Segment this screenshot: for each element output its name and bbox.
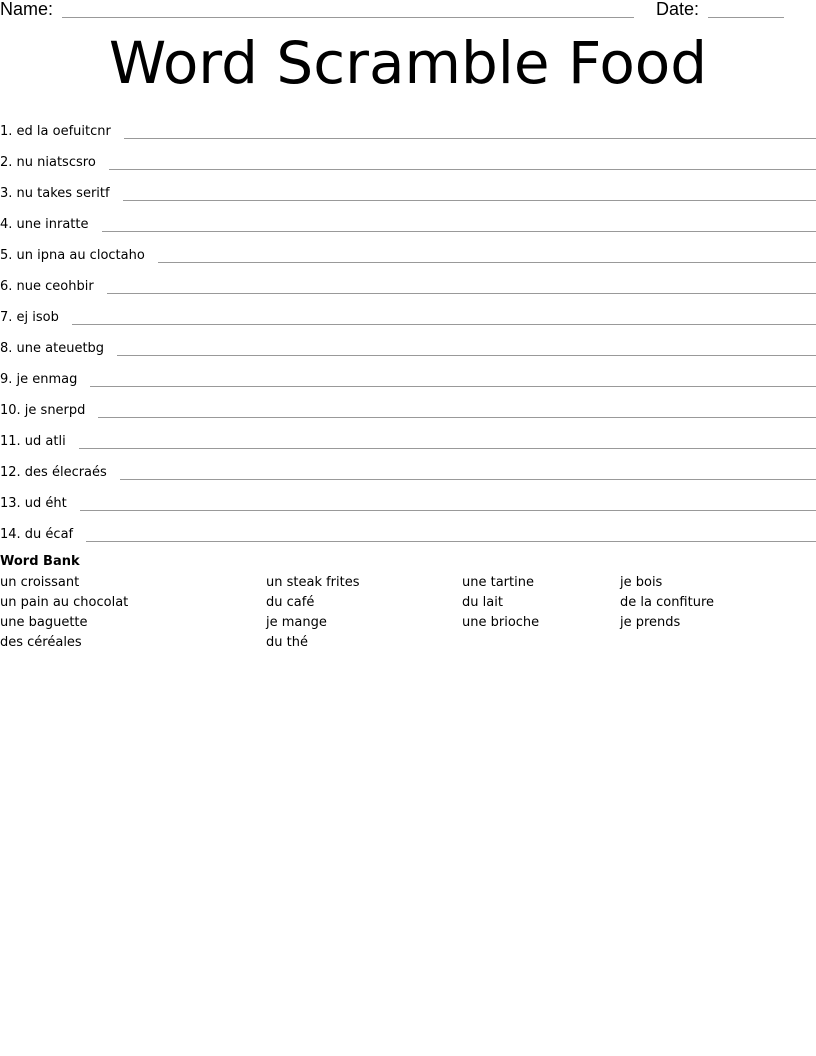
question-row — [0, 266, 816, 297]
question-text: 8. une ateuetbg — [0, 341, 105, 356]
word-bank-item: une tartine — [462, 575, 534, 590]
question-text: 1. ed la oefuitcnr — [0, 124, 111, 139]
question-row — [0, 111, 816, 142]
header — [0, 0, 816, 22]
question-row — [0, 142, 816, 173]
word-bank-item: de la confiture — [620, 595, 715, 610]
word-bank-column — [266, 573, 360, 653]
page-title: Word Scramble Food — [108, 29, 708, 97]
question-row — [0, 204, 816, 235]
answer-line[interactable] — [98, 416, 816, 418]
question-text: 5. un ipna au cloctaho — [0, 248, 145, 263]
question-text: 4. une inratte — [0, 217, 89, 232]
answer-line[interactable] — [109, 168, 816, 170]
word-bank-item: je bois — [620, 575, 663, 590]
question-text: 11. ud atli — [0, 434, 66, 449]
answer-line[interactable] — [117, 354, 816, 356]
question-list — [0, 111, 816, 545]
answer-line[interactable] — [79, 447, 816, 449]
question-text: 6. nue ceohbir — [0, 279, 94, 294]
name-field-line[interactable] — [62, 17, 634, 18]
word-bank — [0, 553, 816, 651]
answer-line[interactable] — [86, 540, 816, 542]
word-bank-item: un pain au chocolat — [0, 595, 129, 610]
question-text: 7. ej isob — [0, 310, 59, 325]
question-text: 10. je snerpd — [0, 403, 86, 418]
word-bank-item: du thé — [266, 635, 308, 650]
answer-line[interactable] — [124, 137, 816, 139]
question-text: 3. nu takes seritf — [0, 186, 110, 201]
question-text: 13. ud éht — [0, 496, 67, 511]
answer-line[interactable] — [107, 292, 816, 294]
name-label: Name: — [0, 0, 54, 19]
question-row — [0, 452, 816, 483]
date-label: Date: — [656, 0, 700, 19]
question-row — [0, 359, 816, 390]
question-row — [0, 297, 816, 328]
word-bank-title: Word Bank — [0, 554, 80, 569]
word-bank-item: du lait — [462, 595, 503, 610]
word-bank-item: une brioche — [462, 615, 540, 630]
word-bank-item: je prends — [620, 615, 681, 630]
question-text: 12. des élecraés — [0, 465, 107, 480]
word-bank-item: un steak frites — [266, 575, 360, 590]
question-text: 9. je enmag — [0, 372, 78, 387]
question-text: 14. du écaf — [0, 527, 74, 542]
date-field-line[interactable] — [708, 17, 784, 18]
answer-line[interactable] — [123, 199, 816, 201]
word-bank-item: je mange — [266, 615, 327, 630]
answer-line[interactable] — [102, 230, 816, 232]
word-bank-item: du café — [266, 595, 315, 610]
word-bank-column — [462, 573, 539, 633]
word-bank-grid — [0, 571, 816, 651]
word-bank-column — [620, 573, 714, 633]
word-bank-item: un croissant — [0, 575, 80, 590]
answer-line[interactable] — [120, 478, 816, 480]
question-row — [0, 235, 816, 266]
word-bank-item: des céréales — [0, 635, 82, 650]
question-text: 2. nu niatscsro — [0, 155, 96, 170]
question-row — [0, 390, 816, 421]
question-row — [0, 173, 816, 204]
word-bank-item: une baguette — [0, 615, 88, 630]
answer-line[interactable] — [72, 323, 816, 325]
question-row — [0, 421, 816, 452]
answer-line[interactable] — [158, 261, 816, 263]
question-row — [0, 514, 816, 545]
answer-line[interactable] — [80, 509, 816, 511]
question-row — [0, 328, 816, 359]
word-bank-column — [0, 573, 128, 653]
answer-line[interactable] — [90, 385, 816, 387]
question-row — [0, 483, 816, 514]
